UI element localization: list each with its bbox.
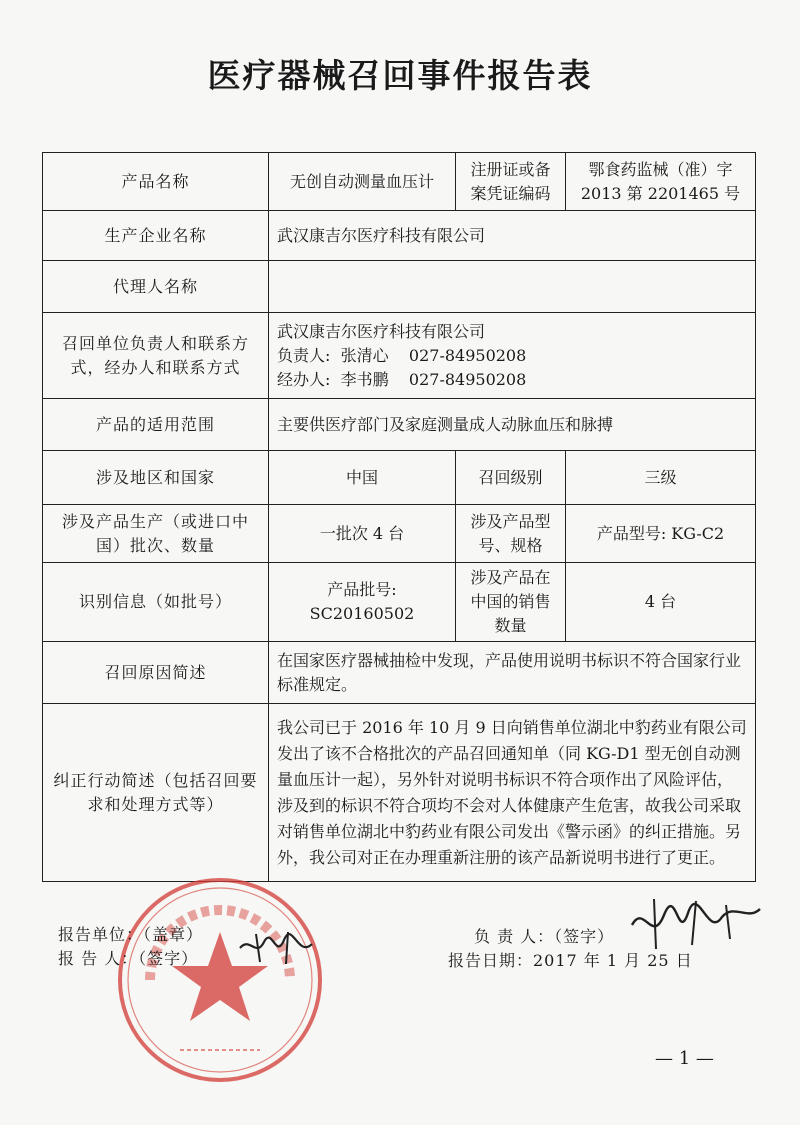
agent-value (269, 261, 756, 313)
region-label: 涉及地区和国家 (43, 451, 269, 505)
region-value: 中国 (269, 451, 456, 505)
reason-value: 在国家医疗器械抽检中发现，产品使用说明书标识不符合国家行业标准规定。 (269, 642, 756, 704)
model-value: 产品型号: KG-C2 (566, 505, 756, 563)
recall-report-table (42, 152, 756, 882)
product-name-label: 产品名称 (43, 153, 269, 211)
registration-value (566, 153, 756, 211)
row-recall-contact (43, 313, 756, 399)
row-reason (43, 642, 756, 704)
row-corrective-action (43, 704, 756, 882)
row-identification (43, 563, 756, 642)
manufacturer-value: 武汉康吉尔医疗科技有限公司 (269, 211, 756, 261)
identification-value-line2: SC20160502 (309, 604, 415, 623)
batch-value: 一批次 4 台 (269, 505, 456, 563)
product-name-value: 无创自动测量血压计 (269, 153, 456, 211)
corrective-action-value: 我公司已于 2016 年 10 月 9 日向销售单位湖北中豹药业有限公司发出了该不合格批次的产品召回通知单（同 KG-D1 型无创自动测量血压计一起），另外针对说明书标识不符合项作出了风险评估，涉及到的标识不符合项均不会对人体健康产生危害，故我公司采取对销售单位湖北中豹药业有限公司发出《警示函》的纠正措施。另外，我公司对正在办理重新注册的该产品新说明书进行了更正。 (269, 704, 756, 882)
recall-contact-label: 召回单位负责人和联系方式，经办人和联系方式 (43, 313, 269, 399)
responsible-label: 负 责 人：（签字） (474, 927, 615, 946)
row-region (43, 451, 756, 505)
responsible-signature (626, 895, 766, 955)
reason-label: 召回原因简述 (43, 642, 269, 704)
page-number: — 1 — (655, 1048, 714, 1069)
corrective-action-label: 纠正行动简述（包括召回要求和处理方式等） (43, 704, 269, 882)
row-scope (43, 399, 756, 451)
agent-label: 代理人名称 (43, 261, 269, 313)
registration-value-line1: 鄂食药监械（准）字 (588, 159, 733, 179)
scope-label: 产品的适用范围 (43, 399, 269, 451)
row-product-name (43, 153, 756, 211)
model-label: 涉及产品型号、规格 (456, 505, 566, 563)
reporter-label: 报 告 人：（签字） (58, 949, 199, 968)
manufacturer-label: 生产企业名称 (43, 211, 269, 261)
batch-label: 涉及产品生产（或进口中国）批次、数量 (43, 505, 269, 563)
recall-contact-responsible: 负责人: 张清心 027-84950208 (277, 345, 527, 365)
registration-value-line2: 2013 第 2201465 号 (580, 183, 741, 203)
recall-level-label: 召回级别 (456, 451, 566, 505)
identification-value-line1: 产品批号: (327, 580, 397, 599)
row-batch (43, 505, 756, 563)
sales-value: 4 台 (566, 563, 756, 642)
registration-label: 注册证或备案凭证编码 (456, 153, 566, 211)
recall-contact-company: 武汉康吉尔医疗科技有限公司 (277, 321, 486, 341)
report-date: 报告日期：2017 年 1 月 25 日 (448, 951, 693, 970)
report-unit-label: 报告单位：（盖章） (58, 925, 204, 944)
recall-contact-value (269, 313, 756, 399)
recall-contact-handler: 经办人: 李书鹏 027-84950208 (277, 369, 527, 389)
recall-level-value: 三级 (566, 451, 756, 505)
row-manufacturer (43, 211, 756, 261)
reporter-signature (236, 928, 316, 968)
identification-label: 识别信息（如批号） (43, 563, 269, 642)
page-title: 医疗器械召回事件报告表 (207, 56, 593, 95)
scope-value: 主要供医疗部门及家庭测量成人动脉血压和脉搏 (269, 399, 756, 451)
row-agent (43, 261, 756, 313)
sales-label: 涉及产品在中国的销售数量 (456, 563, 566, 642)
company-seal-stamp (110, 870, 330, 1090)
identification-value (269, 563, 456, 642)
